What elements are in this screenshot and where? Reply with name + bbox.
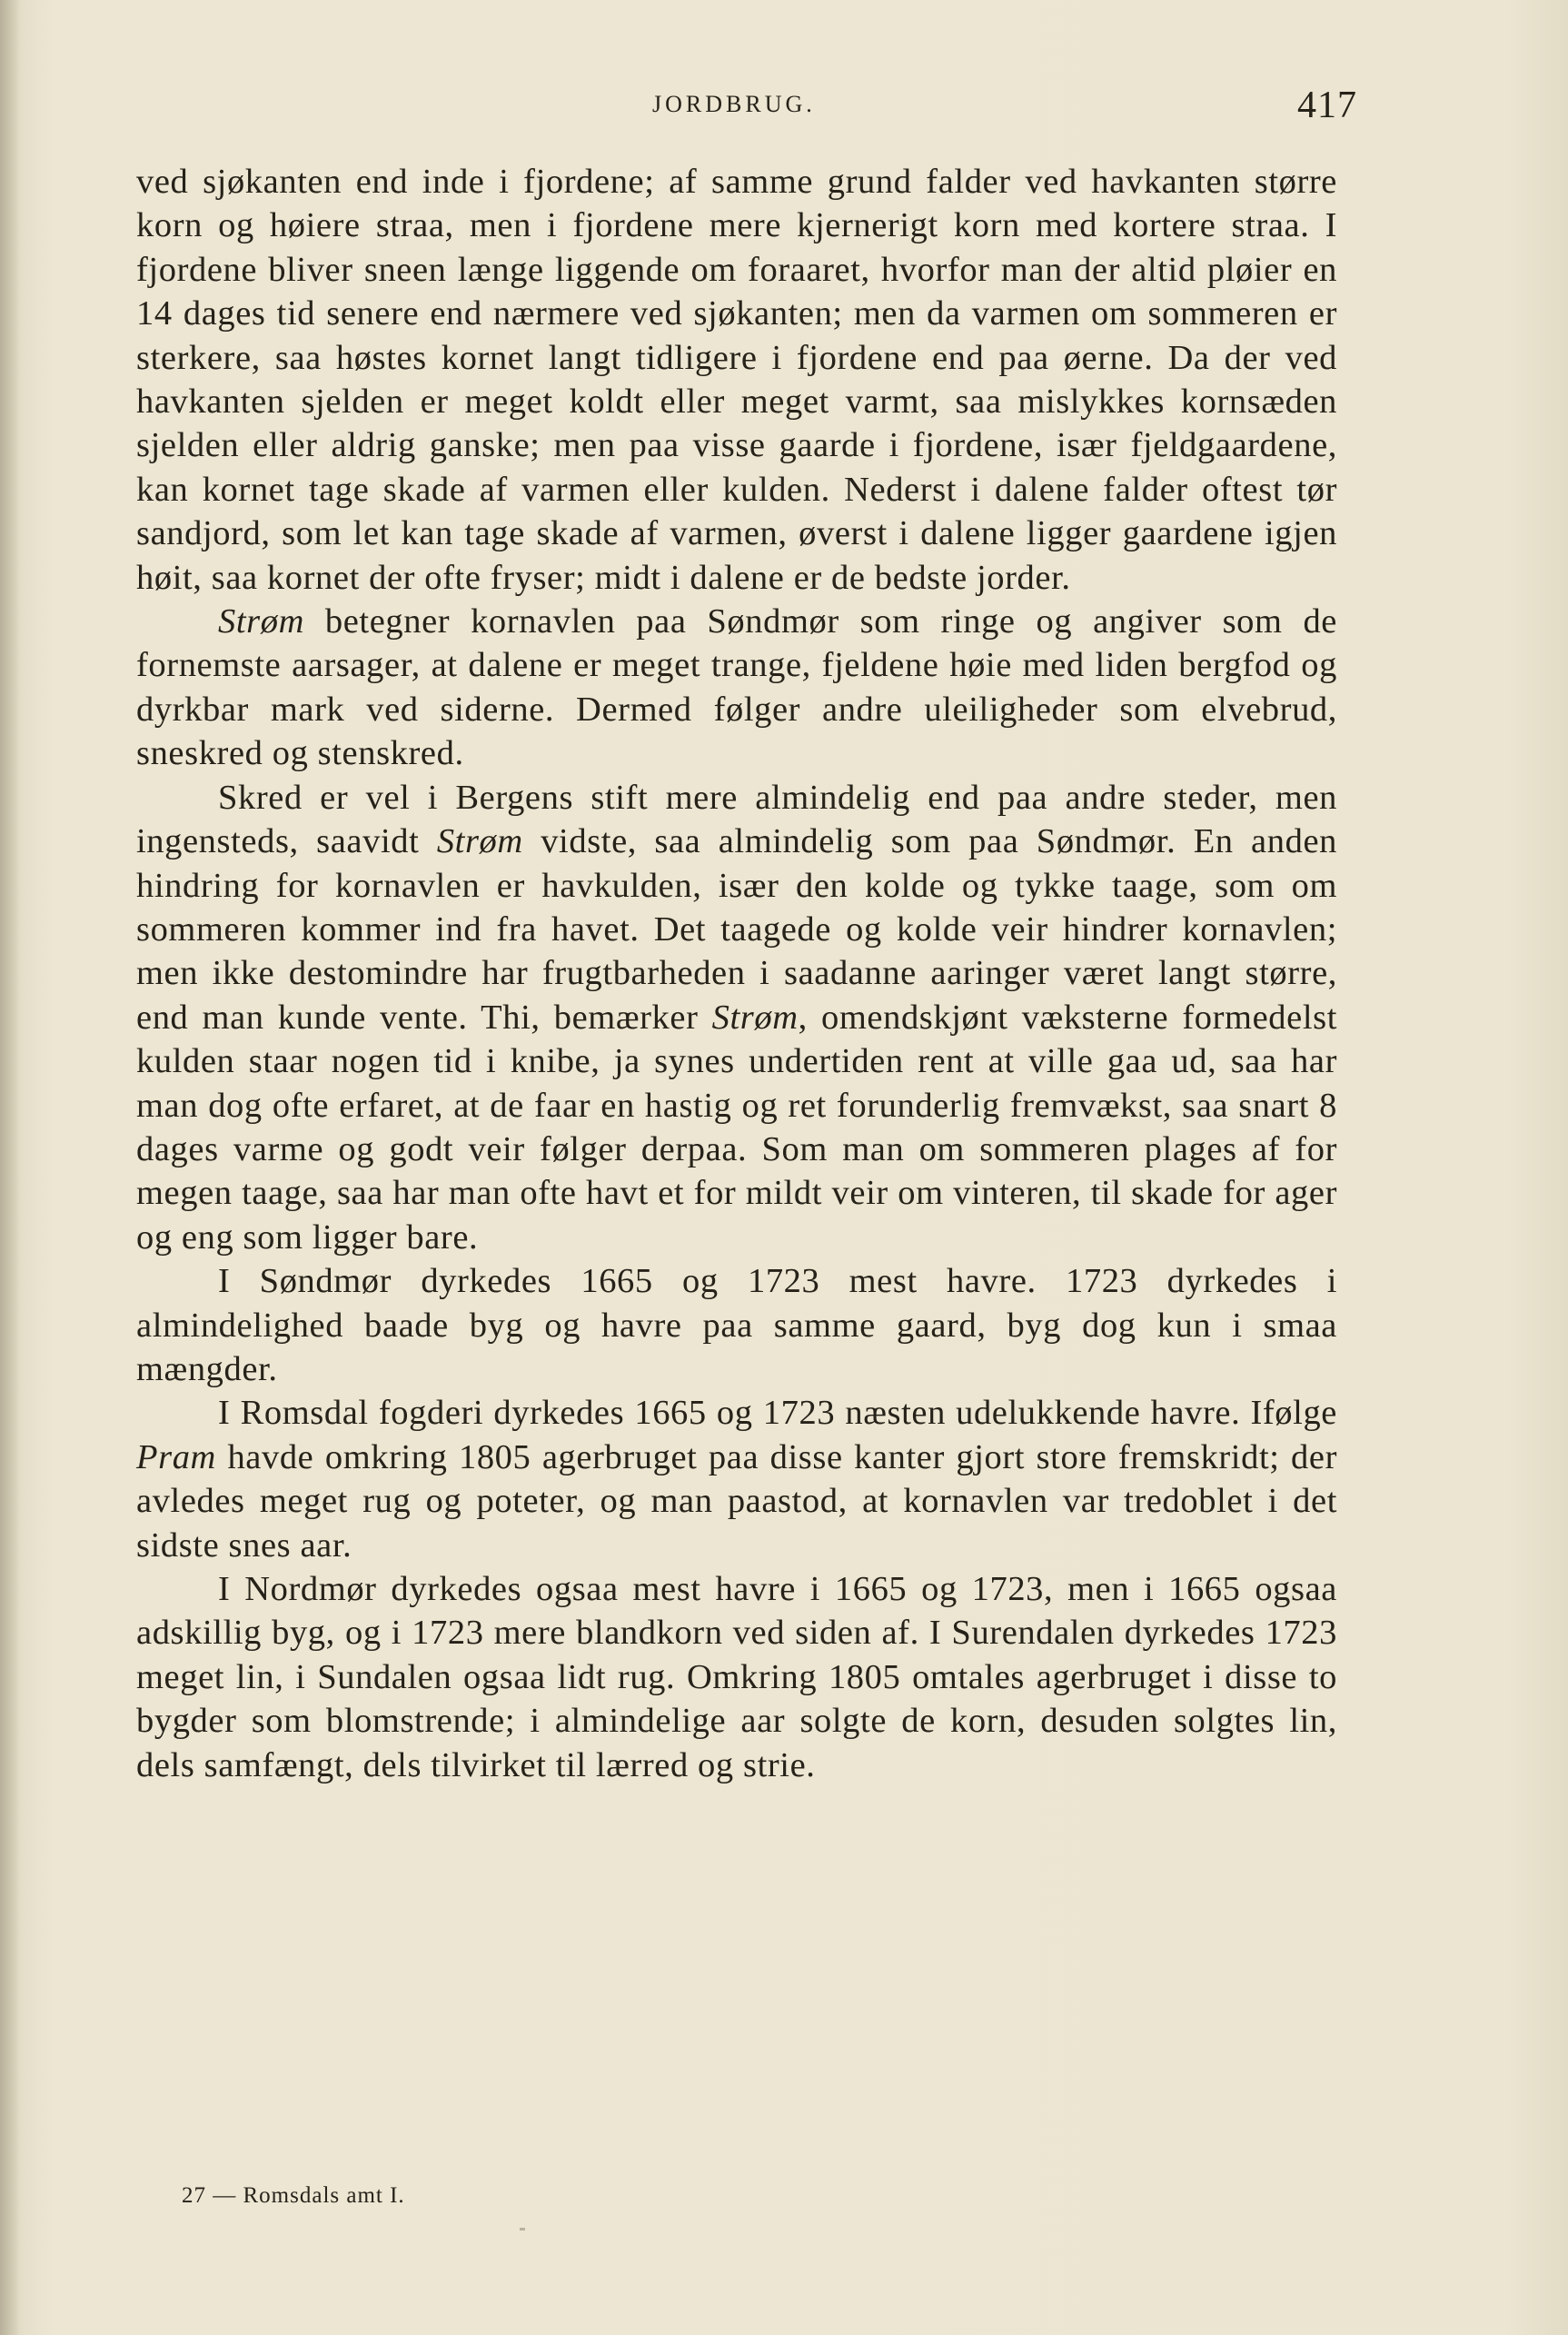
paragraph-5 xyxy=(136,1391,1337,1567)
text-run: vidste, saa almindelig som paa Søndmør. En anden hindring for kornavlen er havkulden, især den kolde og tykke taage, som om sommeren kommer ind fra havet. Det taagede og kolde veir hindrer kornavlen; men ikke destomindre har frugtbarheden i saadanne aaringer været langt større, end man kunde vente. Thi, bemærker xyxy=(136,822,1337,1037)
text-run: Skred er vel i Bergens stift mere almindelig end paa andre steder, men ingensteds, saavidt xyxy=(136,778,1337,861)
text-run: I Romsdal fogderi dyrkedes 1665 og 1723 næsten udelukkende havre. Ifølge xyxy=(218,1394,1337,1433)
signature-mark: 27 — Romsdals amt I. xyxy=(182,2183,405,2208)
page-number: 417 xyxy=(1297,84,1357,126)
paragraph-3 xyxy=(136,776,1337,1259)
print-speck xyxy=(520,2228,525,2231)
text-run: I Søndmør dyrkedes 1665 og 1723 mest havre. 1723 dyrkedes i almindelighed baade byg og havre paa samme gaard, byg dog kun i smaa mængder. xyxy=(136,1262,1337,1388)
paragraph-1 xyxy=(136,160,1337,600)
running-title: JORDBRUG. xyxy=(652,91,816,117)
italic-name: Strøm xyxy=(436,822,523,861)
italic-name: Strøm xyxy=(711,998,799,1037)
text-run: I Nordmør dyrkedes ogsaa mest havre i 1665 og 1723, men i 1665 ogsaa adskillig byg, og i 1723 mere blandkorn ved siden af. I Surendalen dyrkedes 1723 meget lin, i Sundalen ogsaa lidt rug. Omkring 1805 omtales agerbruget i disse to bygder som blomstrende; i almindelige aar solgte de korn, desuden solgtes lin, dels samfængt, dels tilvirket til lærred og strie. xyxy=(136,1570,1337,1784)
paragraph-6 xyxy=(136,1567,1337,1787)
text-run: , omendskjønt væksterne formedelst kulden staar nogen tid i knibe, ja synes undertiden rent at ville gaa ud, saa har man dog ofte erfaret, at de faar en hastig og ret forunderlig fremvækst, saa snart 8 dages varme og godt veir følger derpaa. Som man om sommeren plages af for megen taage, saa har man ofte havt et for mildt veir om vinteren, til skade for ager og eng som ligger bare. xyxy=(136,998,1337,1257)
italic-name: Pram xyxy=(136,1437,216,1476)
text-run: havde omkring 1805 agerbruget paa disse kanter gjort store fremskridt; der avledes meget rug og poteter, og man paastod, at kornavlen var tredoblet i det sidste snes aar. xyxy=(136,1437,1337,1565)
running-header xyxy=(0,84,1568,138)
text-run: ved sjøkanten end inde i fjordene; af samme grund falder ved havkanten større korn og høiere straa, men i fjordene mere kjernerigt korn med kortere straa. I fjordene bliver sneen længe liggende om foraaret, hvorfor man der altid pløier en 14 dages tid senere end nærmere ved sjøkanten; men da varmen om sommeren er sterkere, saa høstes kornet langt tidligere i fjordene end paa øerne. Da der ved havkanten sjelden er meget koldt eller meget varmt, saa mislykkes kornsæden sjelden eller aldrig ganske; men paa visse gaarde i fjordene, især fjeldgaardene, kan kornet tage skade af varmen eller kulden. Nederst i dalene falder oftest tør sandjord, som let kan tage skade af varmen, øverst i dalene ligger gaardene igjen høit, saa kornet der ofte fryser; midt i dalene er de bedste jorder. xyxy=(136,163,1337,597)
page-spine-shadow xyxy=(0,0,20,2335)
italic-name: Strøm xyxy=(218,602,304,641)
paragraph-4 xyxy=(136,1259,1337,1391)
paragraph-2 xyxy=(136,600,1337,776)
body-text xyxy=(136,160,1337,1787)
text-run: betegner kornavlen paa Søndmør som ringe og angiver som de fornemste aarsager, at dalene er meget trange, fjeldene høie med liden bergfod og dyrkbar mark ved siderne. Dermed følger andre uleiligheder som elvebrud, sneskred og stenskred. xyxy=(136,602,1337,773)
